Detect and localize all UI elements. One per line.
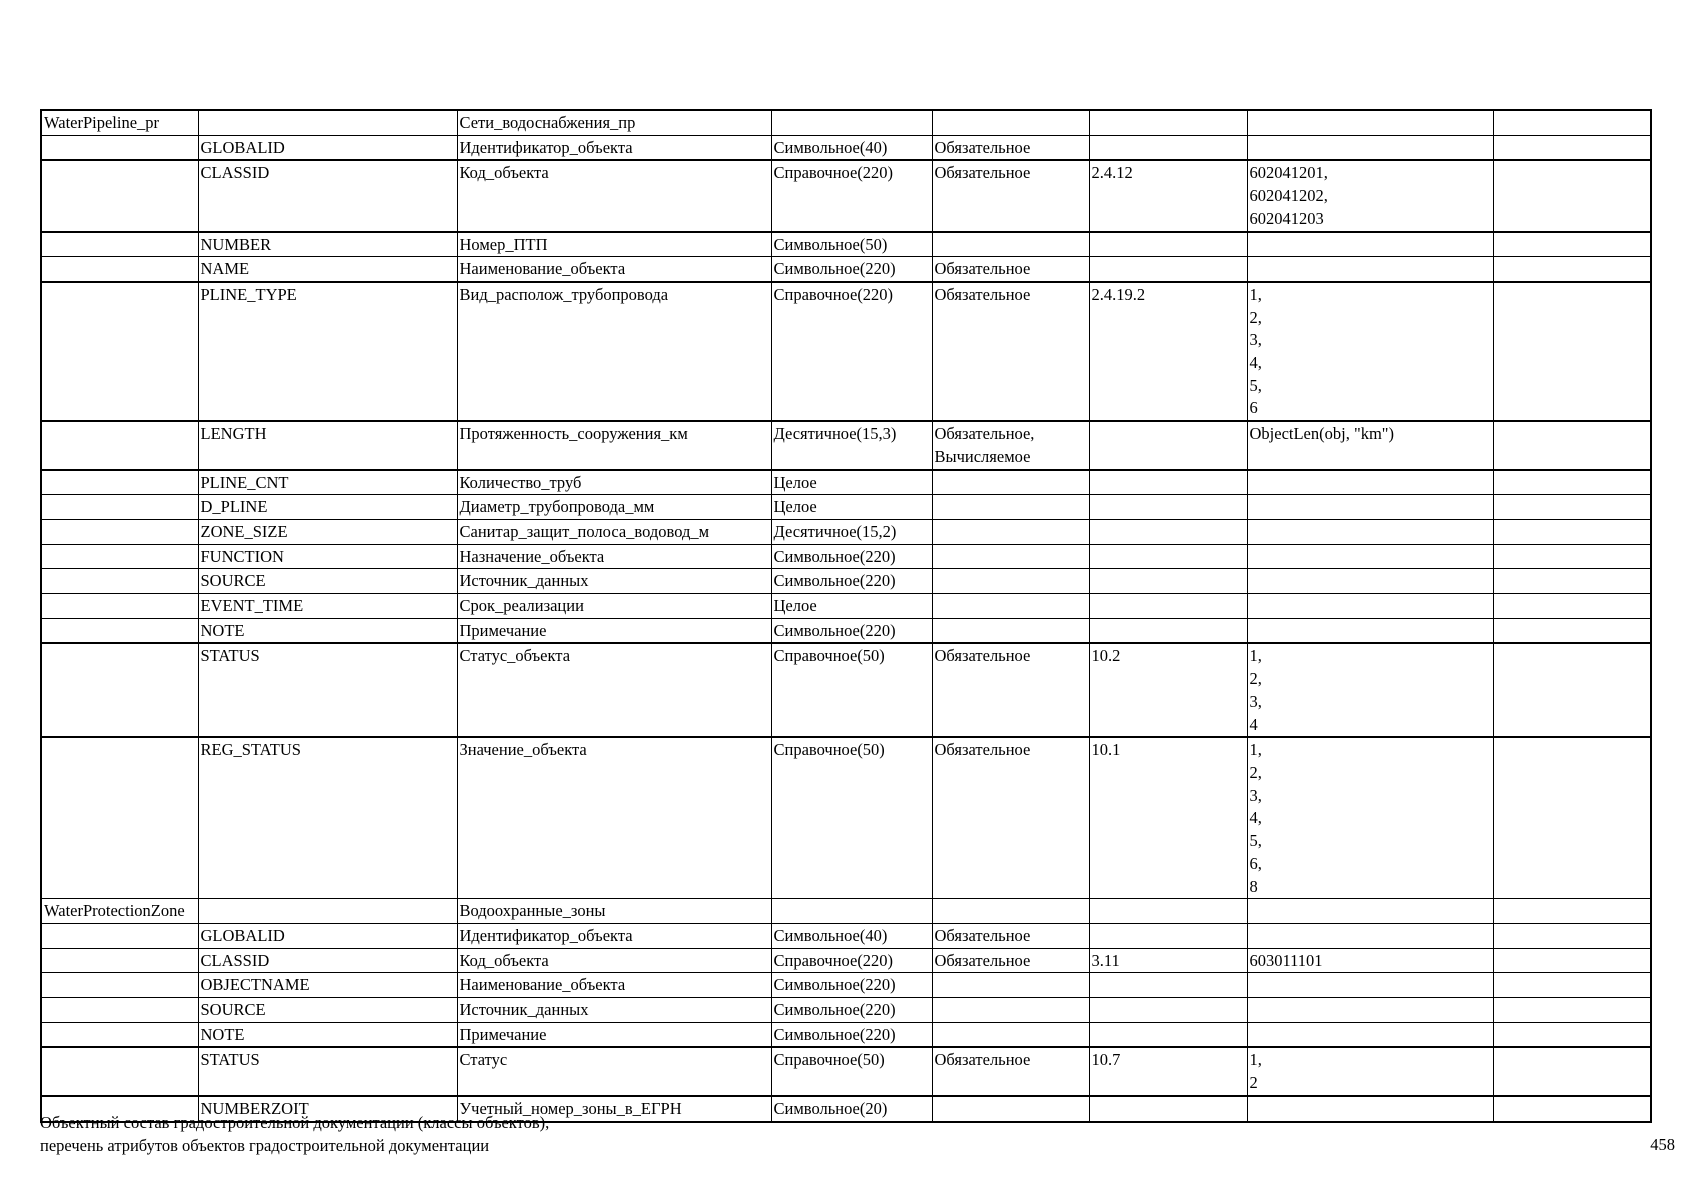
class-name-cell	[41, 257, 198, 282]
alias-cell: Статус	[457, 1047, 771, 1095]
extra-cell	[1493, 973, 1651, 998]
reference-cell	[1089, 421, 1247, 469]
class-name-cell	[41, 923, 198, 948]
attribute-row	[41, 232, 1651, 257]
alias-cell: Код_объекта	[457, 160, 771, 231]
alias-cell: Наименование_объекта	[457, 973, 771, 998]
attribute-row	[41, 1022, 1651, 1047]
reference-cell	[1089, 618, 1247, 643]
class-name-cell	[41, 998, 198, 1023]
datatype-cell: Справочное(50)	[771, 737, 932, 898]
reference-cell	[1089, 232, 1247, 257]
datatype-cell: Справочное(220)	[771, 282, 932, 421]
table-body	[41, 110, 1651, 1122]
datatype-cell: Целое	[771, 470, 932, 495]
class-name-cell	[41, 421, 198, 469]
field-name-cell: CLASSID	[198, 948, 457, 973]
reference-cell	[1089, 519, 1247, 544]
field-name-cell	[198, 899, 457, 924]
reference-cell	[1089, 594, 1247, 619]
attribute-row	[41, 160, 1651, 231]
required-cell	[932, 1022, 1089, 1047]
datatype-cell: Символьное(20)	[771, 1096, 932, 1122]
class-name-cell	[41, 495, 198, 520]
attribute-row	[41, 135, 1651, 160]
extra-cell	[1493, 948, 1651, 973]
attribute-row	[41, 643, 1651, 737]
field-name-cell: GLOBALID	[198, 923, 457, 948]
class-name-cell	[41, 544, 198, 569]
attribute-row	[41, 569, 1651, 594]
field-name-cell: PLINE_TYPE	[198, 282, 457, 421]
extra-cell	[1493, 421, 1651, 469]
required-cell	[932, 519, 1089, 544]
field-name-cell: NOTE	[198, 1022, 457, 1047]
extra-cell	[1493, 160, 1651, 231]
attribute-row	[41, 544, 1651, 569]
alias-cell: Водоохранные_зоны	[457, 899, 771, 924]
values-cell: 1, 2, 3, 4	[1247, 643, 1493, 737]
required-cell: Обязательное	[932, 737, 1089, 898]
datatype-cell: Символьное(220)	[771, 1022, 932, 1047]
attribute-row	[41, 282, 1651, 421]
extra-cell	[1493, 470, 1651, 495]
attribute-row	[41, 737, 1651, 898]
required-cell	[932, 594, 1089, 619]
required-cell	[932, 544, 1089, 569]
datatype-cell: Справочное(50)	[771, 1047, 932, 1095]
reference-cell	[1089, 110, 1247, 135]
attribute-row	[41, 1047, 1651, 1095]
reference-cell: 3.11	[1089, 948, 1247, 973]
class-name-cell	[41, 1047, 198, 1095]
reference-cell: 2.4.12	[1089, 160, 1247, 231]
required-cell	[932, 569, 1089, 594]
datatype-cell: Символьное(220)	[771, 618, 932, 643]
alias-cell: Источник_данных	[457, 998, 771, 1023]
class-name-cell	[41, 519, 198, 544]
class-name-cell: WaterPipeline_pr	[41, 110, 198, 135]
class-name-cell	[41, 282, 198, 421]
class-name-cell: WaterProtectionZone	[41, 899, 198, 924]
extra-cell	[1493, 282, 1651, 421]
attribute-row	[41, 948, 1651, 973]
reference-cell: 10.2	[1089, 643, 1247, 737]
reference-cell	[1089, 998, 1247, 1023]
class-name-cell	[41, 160, 198, 231]
datatype-cell: Целое	[771, 495, 932, 520]
class-name-cell	[41, 618, 198, 643]
field-name-cell: STATUS	[198, 643, 457, 737]
class-row	[41, 899, 1651, 924]
reference-cell	[1089, 544, 1247, 569]
attributes-table	[40, 109, 1652, 1123]
datatype-cell: Символьное(40)	[771, 135, 932, 160]
reference-cell	[1089, 257, 1247, 282]
datatype-cell: Символьное(220)	[771, 257, 932, 282]
values-cell: 603011101	[1247, 948, 1493, 973]
datatype-cell: Справочное(50)	[771, 643, 932, 737]
alias-cell: Статус_объекта	[457, 643, 771, 737]
required-cell: Обязательное	[932, 257, 1089, 282]
class-name-cell	[41, 643, 198, 737]
required-cell	[932, 1096, 1089, 1122]
values-cell	[1247, 594, 1493, 619]
required-cell: Обязательное, Вычисляемое	[932, 421, 1089, 469]
values-cell	[1247, 232, 1493, 257]
attribute-row	[41, 618, 1651, 643]
class-name-cell	[41, 737, 198, 898]
alias-cell: Код_объекта	[457, 948, 771, 973]
extra-cell	[1493, 643, 1651, 737]
datatype-cell: Справочное(220)	[771, 160, 932, 231]
field-name-cell: FUNCTION	[198, 544, 457, 569]
required-cell: Обязательное	[932, 160, 1089, 231]
extra-cell	[1493, 1022, 1651, 1047]
extra-cell	[1493, 923, 1651, 948]
values-cell	[1247, 135, 1493, 160]
field-name-cell: ZONE_SIZE	[198, 519, 457, 544]
attribute-row	[41, 923, 1651, 948]
class-row	[41, 110, 1651, 135]
extra-cell	[1493, 232, 1651, 257]
values-cell	[1247, 899, 1493, 924]
required-cell	[932, 618, 1089, 643]
datatype-cell: Символьное(220)	[771, 998, 932, 1023]
page-number: 458	[1650, 1135, 1675, 1154]
reference-cell	[1089, 569, 1247, 594]
class-name-cell	[41, 470, 198, 495]
extra-cell	[1493, 899, 1651, 924]
values-cell	[1247, 495, 1493, 520]
extra-cell	[1493, 569, 1651, 594]
required-cell: Обязательное	[932, 948, 1089, 973]
field-name-cell: NOTE	[198, 618, 457, 643]
reference-cell	[1089, 1096, 1247, 1122]
required-cell: Обязательное	[932, 643, 1089, 737]
alias-cell: Учетный_номер_зоны_в_ЕГРН	[457, 1096, 771, 1122]
extra-cell	[1493, 998, 1651, 1023]
field-name-cell: EVENT_TIME	[198, 594, 457, 619]
reference-cell: 10.1	[1089, 737, 1247, 898]
field-name-cell: SOURCE	[198, 569, 457, 594]
attribute-row	[41, 495, 1651, 520]
reference-cell	[1089, 470, 1247, 495]
field-name-cell: PLINE_CNT	[198, 470, 457, 495]
datatype-cell: Десятичное(15,2)	[771, 519, 932, 544]
values-cell	[1247, 569, 1493, 594]
alias-cell: Санитар_защит_полоса_водовод_м	[457, 519, 771, 544]
attribute-row	[41, 257, 1651, 282]
class-name-cell	[41, 594, 198, 619]
datatype-cell: Десятичное(15,3)	[771, 421, 932, 469]
datatype-cell: Целое	[771, 594, 932, 619]
field-name-cell: NUMBER	[198, 232, 457, 257]
alias-cell: Назначение_объекта	[457, 544, 771, 569]
reference-cell	[1089, 135, 1247, 160]
required-cell: Обязательное	[932, 135, 1089, 160]
required-cell	[932, 899, 1089, 924]
attribute-row	[41, 519, 1651, 544]
required-cell	[932, 110, 1089, 135]
required-cell: Обязательное	[932, 923, 1089, 948]
reference-cell	[1089, 495, 1247, 520]
alias-cell: Сети_водоснабжения_пр	[457, 110, 771, 135]
field-name-cell: GLOBALID	[198, 135, 457, 160]
class-name-cell	[41, 569, 198, 594]
extra-cell	[1493, 544, 1651, 569]
datatype-cell	[771, 110, 932, 135]
field-name-cell: SOURCE	[198, 998, 457, 1023]
values-cell: 1, 2, 3, 4, 5, 6, 8	[1247, 737, 1493, 898]
reference-cell	[1089, 899, 1247, 924]
attribute-row	[41, 594, 1651, 619]
values-cell	[1247, 470, 1493, 495]
values-cell	[1247, 1096, 1493, 1122]
class-name-cell	[41, 1022, 198, 1047]
field-name-cell: NUMBERZOIT	[198, 1096, 457, 1122]
required-cell	[932, 232, 1089, 257]
alias-cell: Примечание	[457, 1022, 771, 1047]
required-cell	[932, 998, 1089, 1023]
alias-cell: Примечание	[457, 618, 771, 643]
footer-caption	[40, 1112, 549, 1157]
field-name-cell: STATUS	[198, 1047, 457, 1095]
datatype-cell: Справочное(220)	[771, 948, 932, 973]
datatype-cell: Символьное(220)	[771, 544, 932, 569]
datatype-cell: Символьное(220)	[771, 973, 932, 998]
values-cell: ObjectLen(obj, "km")	[1247, 421, 1493, 469]
class-name-cell	[41, 232, 198, 257]
field-name-cell: NAME	[198, 257, 457, 282]
extra-cell	[1493, 737, 1651, 898]
values-cell	[1247, 1022, 1493, 1047]
alias-cell: Диаметр_трубопровода_мм	[457, 495, 771, 520]
reference-cell	[1089, 1022, 1247, 1047]
datatype-cell: Символьное(220)	[771, 569, 932, 594]
alias-cell: Количество_труб	[457, 470, 771, 495]
extra-cell	[1493, 594, 1651, 619]
attribute-row	[41, 470, 1651, 495]
required-cell: Обязательное	[932, 282, 1089, 421]
values-cell	[1247, 110, 1493, 135]
alias-cell: Источник_данных	[457, 569, 771, 594]
alias-cell: Идентификатор_объекта	[457, 923, 771, 948]
datatype-cell	[771, 899, 932, 924]
field-name-cell: LENGTH	[198, 421, 457, 469]
alias-cell: Вид_располож_трубопровода	[457, 282, 771, 421]
attribute-row	[41, 998, 1651, 1023]
values-cell: 1, 2, 3, 4, 5, 6	[1247, 282, 1493, 421]
alias-cell: Идентификатор_объекта	[457, 135, 771, 160]
values-cell	[1247, 257, 1493, 282]
alias-cell: Значение_объекта	[457, 737, 771, 898]
attribute-row	[41, 973, 1651, 998]
attribute-row	[41, 421, 1651, 469]
extra-cell	[1493, 1096, 1651, 1122]
reference-cell	[1089, 923, 1247, 948]
values-cell	[1247, 544, 1493, 569]
alias-cell: Номер_ПТП	[457, 232, 771, 257]
extra-cell	[1493, 257, 1651, 282]
field-name-cell: CLASSID	[198, 160, 457, 231]
reference-cell: 2.4.19.2	[1089, 282, 1247, 421]
extra-cell	[1493, 110, 1651, 135]
values-cell	[1247, 618, 1493, 643]
datatype-cell: Символьное(40)	[771, 923, 932, 948]
required-cell	[932, 495, 1089, 520]
class-name-cell	[41, 135, 198, 160]
class-name-cell	[41, 948, 198, 973]
values-cell	[1247, 519, 1493, 544]
required-cell: Обязательное	[932, 1047, 1089, 1095]
values-cell: 602041201, 602041202, 602041203	[1247, 160, 1493, 231]
footer-caption-line-2: перечень атрибутов объектов градостроительной документации	[40, 1135, 490, 1155]
reference-cell	[1089, 973, 1247, 998]
required-cell	[932, 973, 1089, 998]
values-cell	[1247, 998, 1493, 1023]
values-cell	[1247, 973, 1493, 998]
extra-cell	[1493, 1047, 1651, 1095]
field-name-cell: D_PLINE	[198, 495, 457, 520]
required-cell	[932, 470, 1089, 495]
extra-cell	[1493, 135, 1651, 160]
alias-cell: Срок_реализации	[457, 594, 771, 619]
alias-cell: Протяженность_сооружения_км	[457, 421, 771, 469]
extra-cell	[1493, 495, 1651, 520]
values-cell	[1247, 923, 1493, 948]
footer-caption-line-1: Объектный состав градостроительной документации (классы объектов),	[40, 1113, 550, 1132]
field-name-cell	[198, 110, 457, 135]
reference-cell: 10.7	[1089, 1047, 1247, 1095]
datatype-cell: Символьное(50)	[771, 232, 932, 257]
field-name-cell: OBJECTNAME	[198, 973, 457, 998]
alias-cell: Наименование_объекта	[457, 257, 771, 282]
field-name-cell: REG_STATUS	[198, 737, 457, 898]
class-name-cell	[41, 973, 198, 998]
extra-cell	[1493, 618, 1651, 643]
extra-cell	[1493, 519, 1651, 544]
values-cell: 1, 2	[1247, 1047, 1493, 1095]
